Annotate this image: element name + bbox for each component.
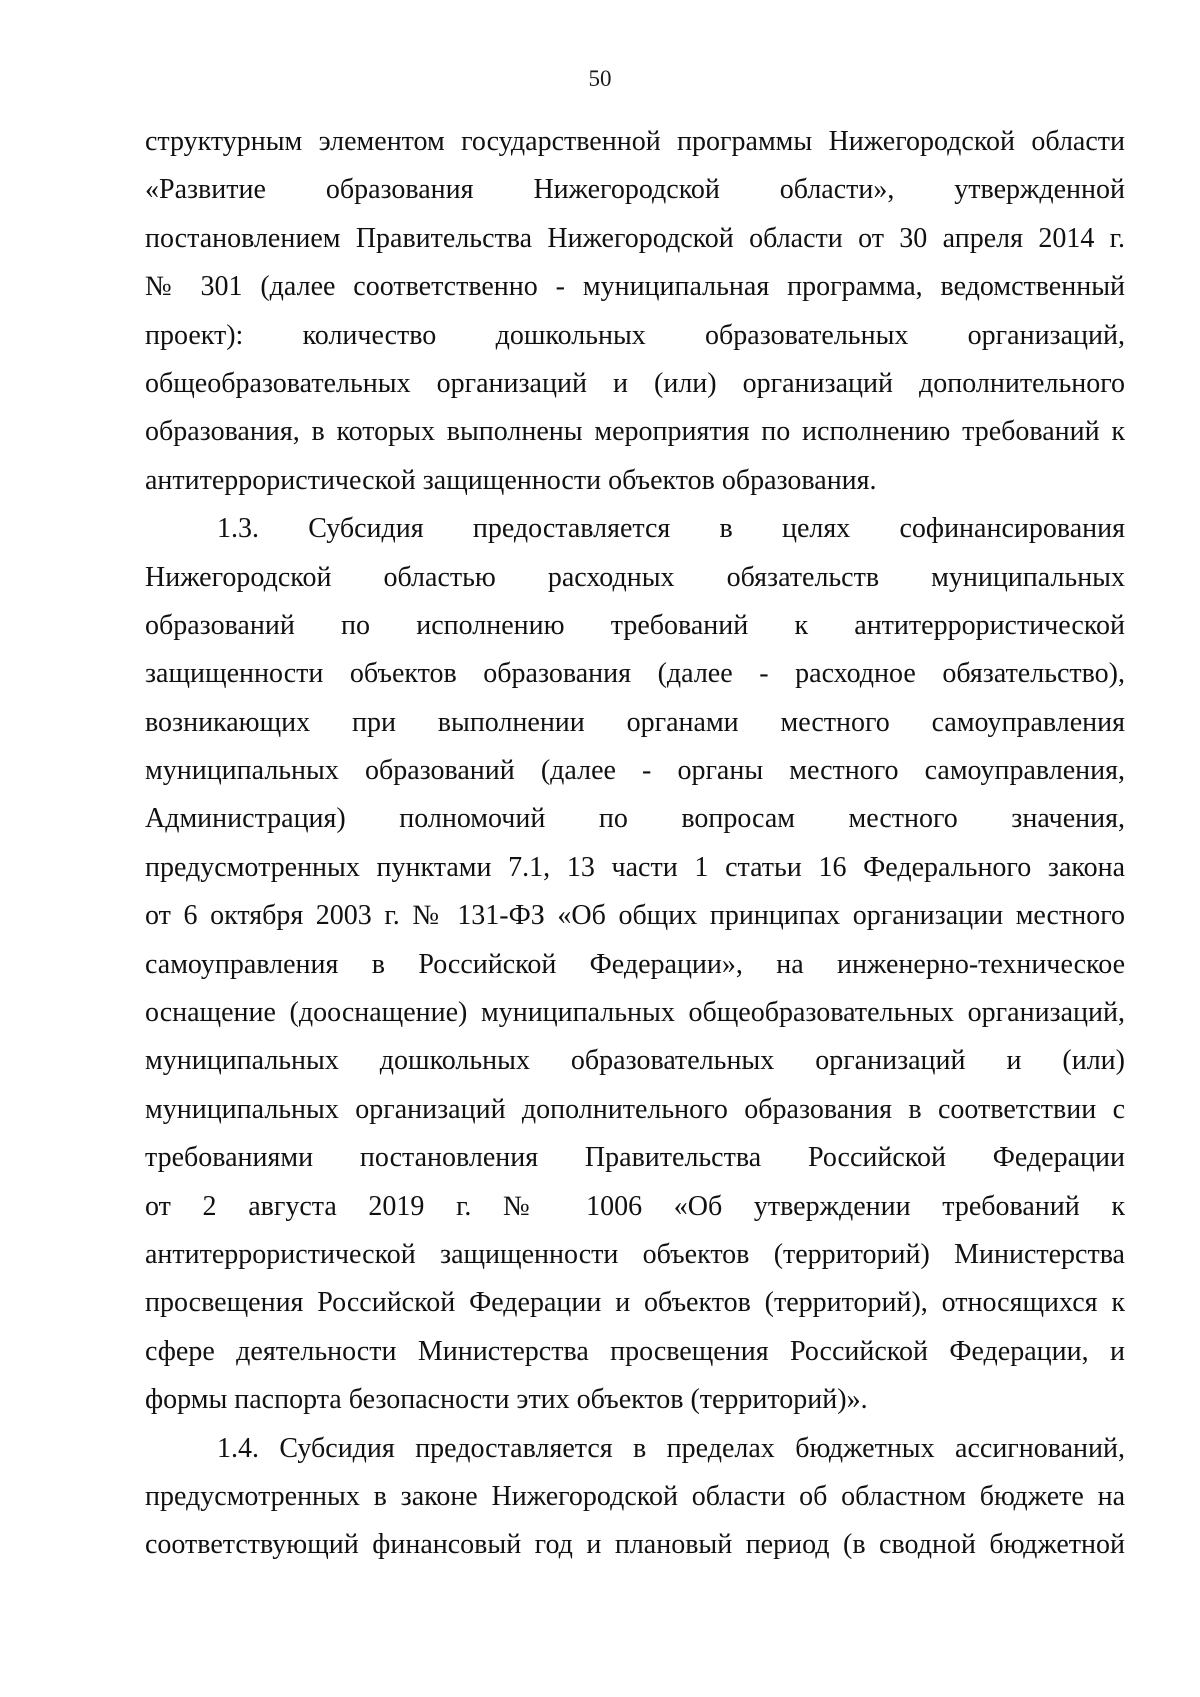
text-line: № 301 (далее соответственно - муниципальная программа, ведомственный [145, 271, 1125, 303]
text-line: 1.4. Субсидия предоставляется в пределах бюджетных ассигнований, [217, 1432, 1125, 1464]
text-line: образований по исполнению требований к антитеррористической [145, 609, 1125, 641]
text-line: просвещения Российской Федерации и объектов (территорий), относящихся к [145, 1287, 1125, 1319]
text-line: сфере деятельности Министерства просвещения Российской Федерации, и [145, 1335, 1125, 1367]
text-line: формы паспорта безопасности этих объектов (территорий)». [145, 1384, 868, 1416]
text-line: возникающих при выполнении органами местного самоуправления [145, 706, 1125, 738]
text-line: постановлением Правительства Нижегородской области от 30 апреля 2014 г. [145, 222, 1125, 254]
page-number: 50 [588, 66, 612, 91]
text-line: защищенности объектов образования (далее - расходное обязательство), [145, 658, 1125, 690]
text-line: проект): количество дошкольных образовательных организаций, [145, 319, 1125, 351]
paragraph-1-4 [145, 1425, 1125, 1570]
text-line: «Развитие образования Нижегородской области», утвержденной [145, 174, 1125, 206]
text-line: муниципальных дошкольных образовательных организаций и (или) [145, 1045, 1125, 1077]
text-line: предусмотренных в законе Нижегородской области об областном бюджете на [145, 1480, 1125, 1512]
text-line: самоуправления в Российской Федерации», на инженерно-техническое [145, 948, 1125, 980]
text-line: структурным элементом государственной программы Нижегородской области [145, 126, 1125, 157]
text-line: требованиями постановления Правительства Российской Федерации [145, 1142, 1125, 1174]
text-line: общеобразовательных организаций и (или) организаций дополнительного [145, 367, 1125, 399]
text-line: антитеррористической защищенности объектов образования. [145, 464, 877, 496]
text-line: муниципальных образований (далее - органы местного самоуправления, [145, 755, 1125, 787]
text-line: Администрация) полномочий по вопросам местного значения, [145, 803, 1125, 835]
text-line: 1.3. Субсидия предоставляется в целях софинансирования [217, 513, 1125, 545]
text-line: Нижегородской областью расходных обязательств муниципальных [145, 561, 1125, 593]
text-line: от 2 августа 2019 г. № 1006 «Об утверждении требований к [145, 1190, 1125, 1222]
paragraph-1 [145, 118, 1125, 505]
text-line: предусмотренных пунктами 7.1, 13 части 1 статьи 16 Федерального закона [145, 851, 1125, 883]
text-line: муниципальных организаций дополнительного образования в соответствии с [145, 1093, 1125, 1125]
text-line: образования, в которых выполнены мероприятия по исполнению требований к [145, 416, 1125, 448]
text-line: соответствующий финансовый год и плановый период (в сводной бюджетной [145, 1529, 1125, 1561]
paragraph-1-3 [145, 505, 1125, 1424]
text-line: от 6 октября 2003 г. № 131-ФЗ «Об общих принципах организации местного [145, 900, 1125, 932]
text-line: оснащение (дооснащение) муниципальных общеобразовательных организаций, [145, 997, 1125, 1029]
document-body [145, 118, 1125, 1570]
text-line: антитеррористической защищенности объектов (территорий) Министерства [145, 1238, 1125, 1270]
